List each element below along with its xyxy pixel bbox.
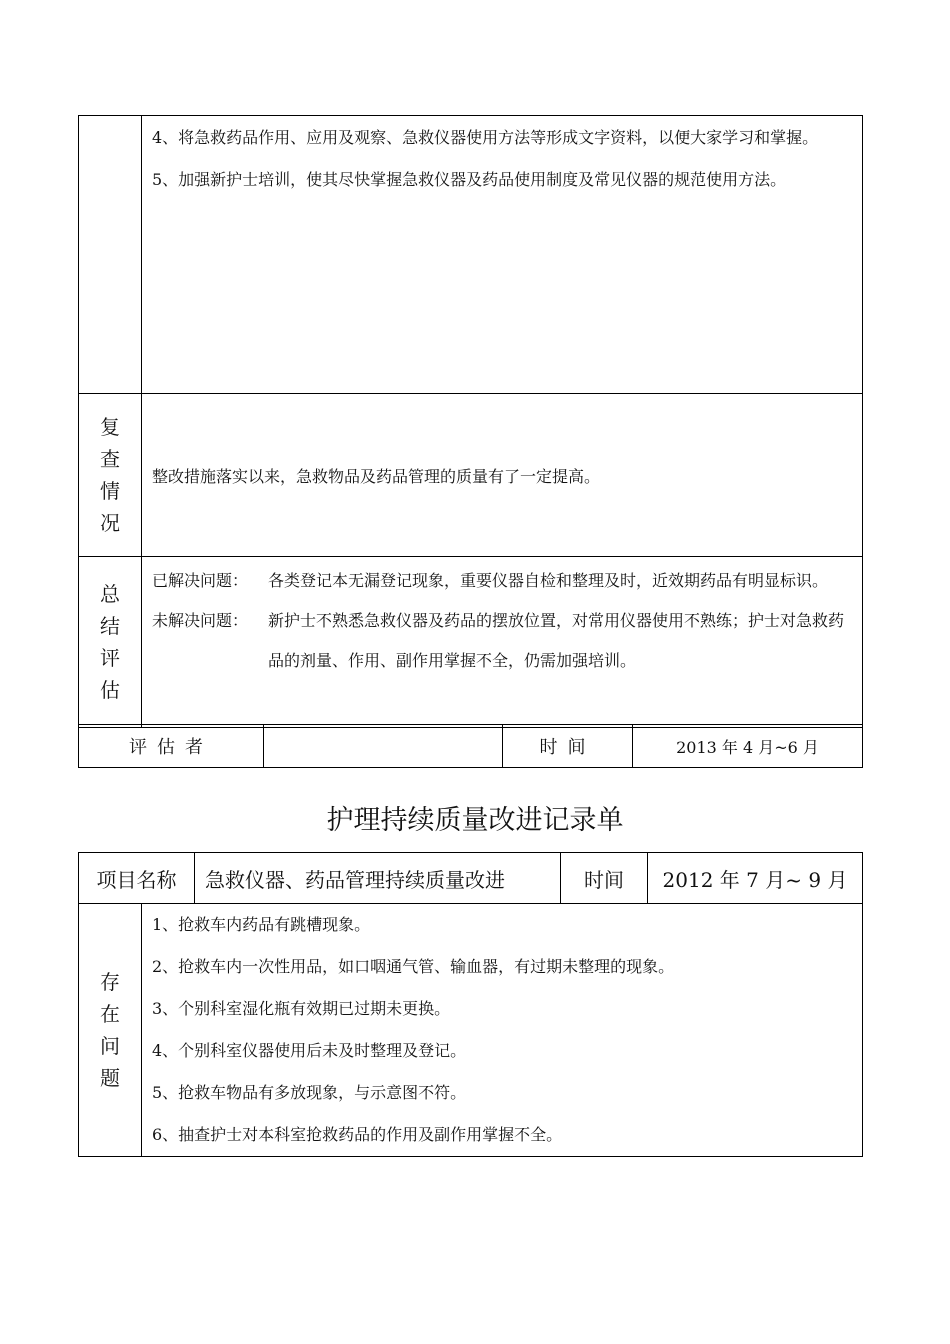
review-text: 整改措施落实以来，急救物品及药品管理的质量有了一定提高。 <box>142 394 863 557</box>
problems-label: 存在问题 <box>100 970 120 1090</box>
solved-text: 各类登记本无漏登记现象，重要仪器自检和整理及时，近效期药品有明显标识。 <box>268 571 829 590</box>
problem-item: 3、个别科室湿化瓶有效期已过期未更换。 <box>152 999 451 1018</box>
evaluator-label: 评估者 <box>79 725 264 768</box>
improvement-table-continued <box>78 115 863 728</box>
problems-list <box>142 904 863 1157</box>
form2-time-value: 2012 年 7 月~ 9 月 <box>648 853 863 904</box>
review-label-cell <box>79 394 142 557</box>
evaluation-table <box>78 724 863 768</box>
evaluator-value <box>264 725 503 768</box>
evaluation-time-label: 时间 <box>503 725 633 768</box>
form-title: 护理持续质量改进记录单 <box>326 805 624 836</box>
project-value: 急救仪器、药品管理持续质量改进 <box>195 853 561 904</box>
form2-time-label: 时间 <box>561 853 648 904</box>
measure-item-4: 4、将急救药品作用、应用及观察、急救仪器使用方法等形成文字资料，以便大家学习和掌握。 <box>152 128 819 147</box>
empty-label-cell <box>79 116 142 394</box>
problem-item: 5、抢救车物品有多放现象，与示意图不符。 <box>152 1083 467 1102</box>
problem-item: 2、抢救车内一次性用品，如口咽通气管、输血器，有过期未整理的现象。 <box>152 957 675 976</box>
project-label: 项目名称 <box>79 853 195 904</box>
problem-item: 6、抽查护士对本科室抢救药品的作用及副作用掌握不全。 <box>152 1125 563 1144</box>
summary-label: 总结评估 <box>100 582 120 702</box>
review-label: 复查情况 <box>100 415 120 535</box>
summary-cell <box>142 557 863 728</box>
unsolved-row <box>152 601 854 681</box>
evaluation-time-value: 2013 年 4 月~6 月 <box>633 725 863 768</box>
unsolved-label: 未解决问题： <box>152 611 249 630</box>
problems-label-cell <box>79 904 142 1157</box>
problems-table <box>78 903 863 1157</box>
summary-label-cell <box>79 557 142 728</box>
problem-item: 4、个别科室仪器使用后未及时整理及登记。 <box>152 1041 467 1060</box>
measure-item-5: 5、加强新护士培训，使其尽快掌握急救仪器及药品使用制度及常见仪器的规范使用方法。 <box>152 170 787 189</box>
form2-header-table <box>78 852 863 904</box>
problem-item: 1、抢救车内药品有跳槽现象。 <box>152 915 371 934</box>
measures-cell <box>142 116 863 394</box>
solved-label: 已解决问题： <box>152 571 249 590</box>
unsolved-text: 新护士不熟悉急救仪器及药品的摆放位置，对常用仪器使用不熟练；护士对急救药品的剂量、作用、副作用掌握不全，仍需加强培训。 <box>268 611 845 670</box>
solved-row <box>152 561 854 601</box>
